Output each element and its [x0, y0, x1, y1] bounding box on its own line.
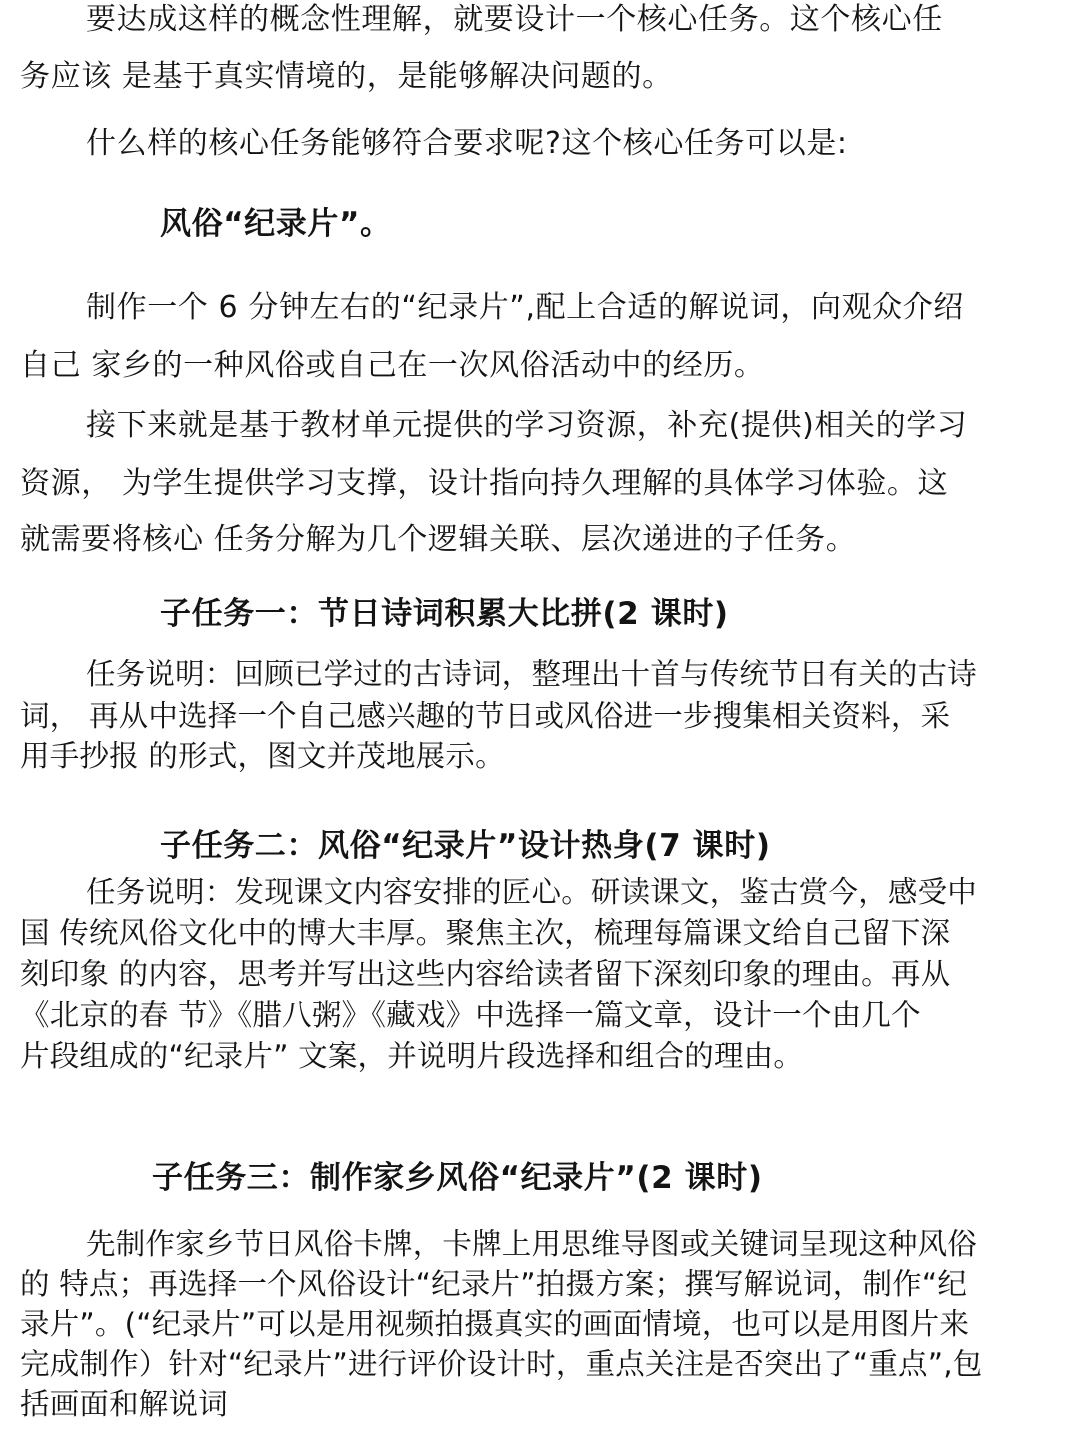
- subtask-2-line-3: 刻印象 的内容，思考并写出这些内容给读者留下深刻印象的理由。再从: [20, 957, 951, 991]
- subtask-1-title: 子任务一：节日诗词积累大比拼(2 课时): [160, 596, 729, 632]
- subtask-2-line-5: 片段组成的“纪录片” 文案，并说明片段选择和组合的理由。: [20, 1039, 804, 1073]
- next-step-line-1: 接下来就是基于教材单元提供的学习资源，补充(提供)相关的学习: [86, 408, 968, 443]
- subtask-1-line-1: 任务说明：回顾已学过的古诗词，整理出十首与传统节日有关的古诗: [86, 657, 978, 691]
- core-task-title: 风俗“纪录片”。: [160, 206, 392, 242]
- subtask-3-line-4: 完成制作）针对“纪录片”进行评价设计时，重点关注是否突出了“重点”,包: [20, 1347, 983, 1381]
- subtask-1-line-3: 用手抄报 的形式，图文并茂地展示。: [20, 739, 505, 773]
- core-task-desc-line-1: 制作一个 6 分钟左右的“纪录片”,配上合适的解说词，向观众介绍: [86, 290, 964, 325]
- subtask-2-line-4: 《北京的春 节》《腊八粥》《藏戏》中选择一篇文章，设计一个由几个: [20, 998, 921, 1032]
- subtask-2-line-2: 国 传统风俗文化中的博大丰厚。聚焦主次，梳理每篇课文给自己留下深: [20, 916, 951, 950]
- subtask-3-line-5: 括画面和解说词: [20, 1387, 228, 1421]
- intro-question: 什么样的核心任务能够符合要求呢?这个核心任务可以是:: [86, 126, 848, 161]
- subtask-2-title: 子任务二：风俗“纪录片”设计热身(7 课时): [160, 828, 771, 864]
- subtask-3-title: 子任务三：制作家乡风俗“纪录片”(2 课时): [152, 1160, 763, 1196]
- next-step-line-2: 资源， 为学生提供学习支撑，设计指向持久理解的具体学习体验。这: [20, 466, 949, 501]
- intro-paragraph-line-2: 务应该 是基于真实情境的，是能够解决问题的。: [20, 59, 673, 94]
- subtask-3-line-3: 录片”。(“纪录片”可以是用视频拍摄真实的画面情境，也可以是用图片来: [20, 1307, 970, 1341]
- next-step-line-3: 就需要将核心 任务分解为几个逻辑关联、层次递进的子任务。: [20, 522, 857, 557]
- subtask-3-line-1: 先制作家乡节日风俗卡牌，卡牌上用思维导图或关键词呈现这种风俗: [86, 1227, 978, 1261]
- subtask-3-line-2: 的 特点；再选择一个风俗设计“纪录片”拍摄方案；撰写解说词，制作“纪: [20, 1267, 968, 1301]
- intro-paragraph-line-1: 要达成这样的概念性理解，就要设计一个核心任务。这个核心任: [86, 2, 943, 37]
- subtask-2-line-1: 任务说明：发现课文内容安排的匠心。研读课文，鉴古赏今，感受中: [86, 875, 978, 909]
- subtask-1-line-2: 词， 再从中选择一个自己感兴趣的节日或风俗进一步搜集相关资料，采: [20, 699, 951, 733]
- core-task-desc-line-2: 自己 家乡的一种风俗或自己在一次风俗活动中的经历。: [20, 348, 765, 383]
